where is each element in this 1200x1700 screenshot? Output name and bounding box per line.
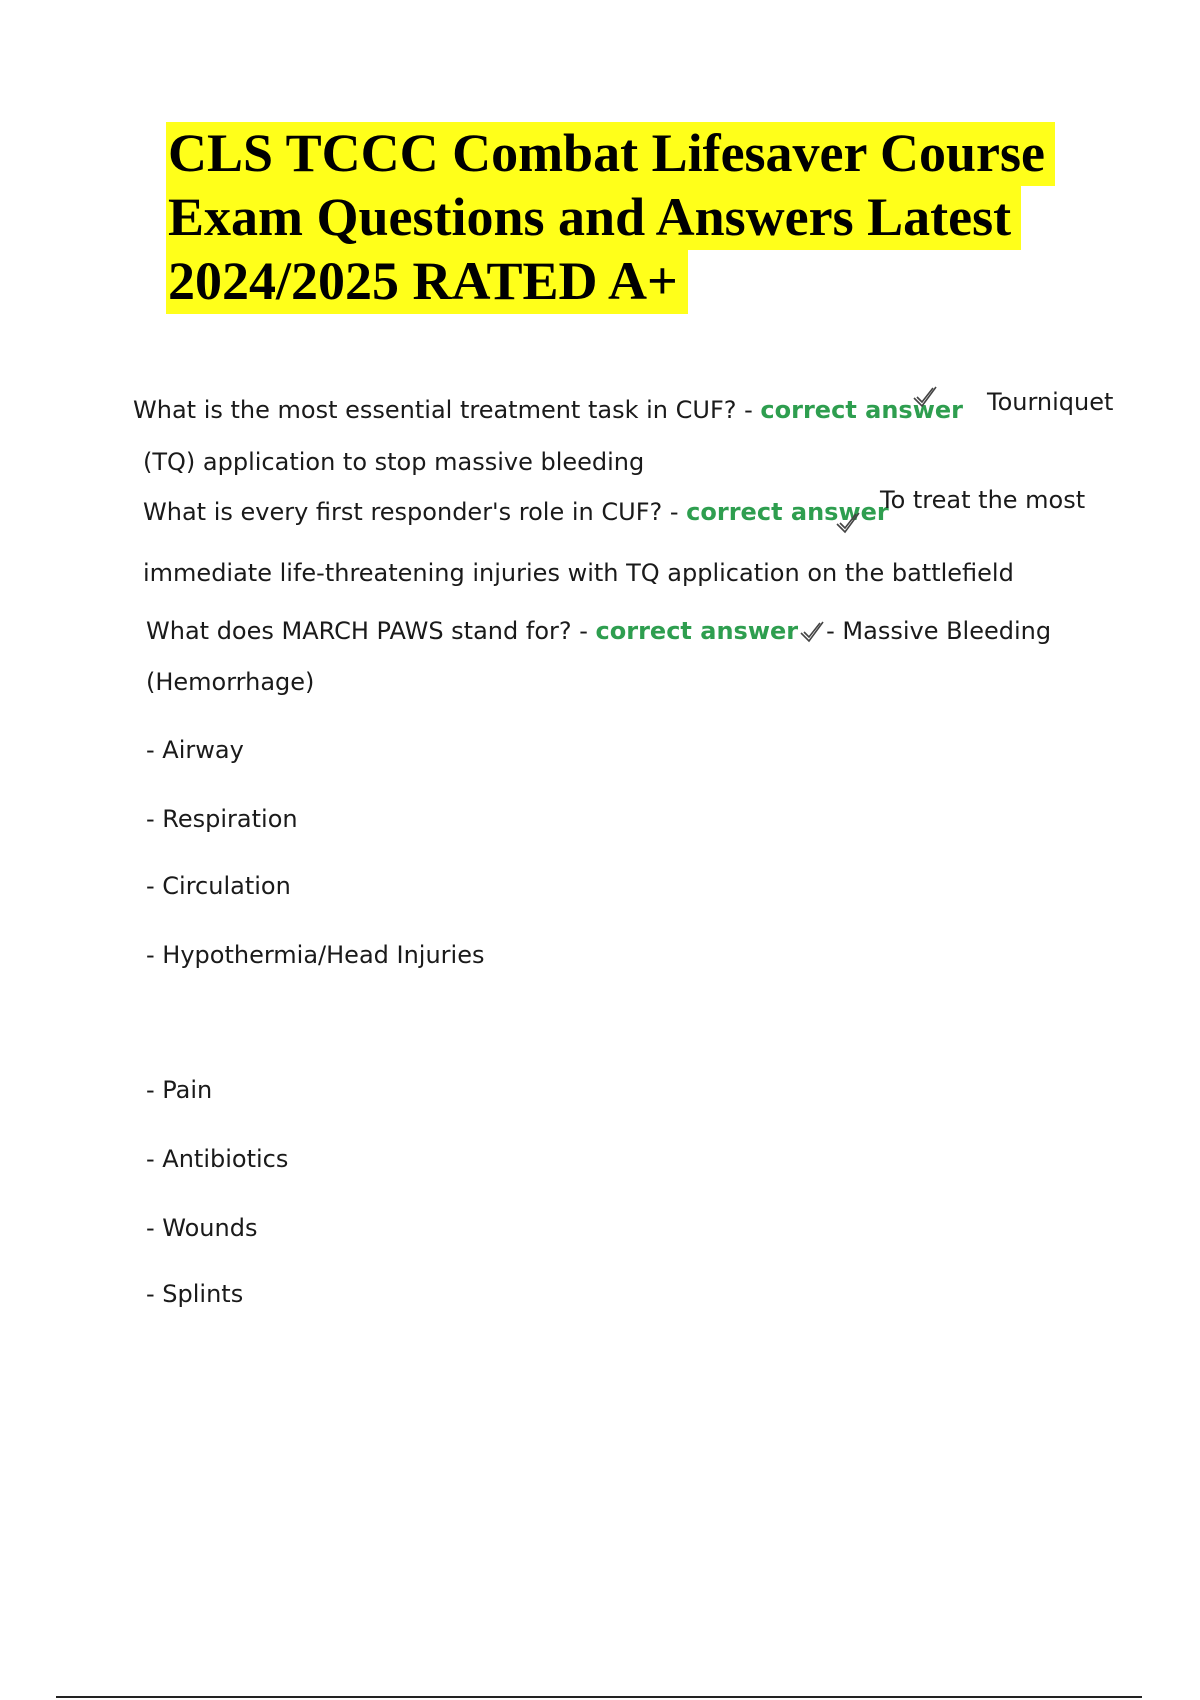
- paws-item-splints: - Splints: [146, 1280, 244, 1308]
- paws-item-wounds: - Wounds: [146, 1214, 258, 1242]
- paws-item-antibiotics: - Antibiotics: [146, 1145, 289, 1173]
- answer-2-first: To treat the most: [880, 486, 1086, 514]
- question-1-text: What is the most essential treatment task in CUF? -: [133, 396, 761, 424]
- document-title: [166, 122, 1106, 314]
- question-3-text: What does MARCH PAWS stand for? -: [146, 617, 596, 645]
- march-item-circulation: - Circulation: [146, 872, 291, 900]
- title-line-2: Exam Questions and Answers Latest: [166, 186, 1021, 250]
- correct-answer-label-1: correct answer: [760, 396, 963, 424]
- check-mark-icon: [834, 509, 862, 537]
- title-line-3: 2024/2025 RATED A+: [166, 250, 688, 314]
- correct-answer-label-3: correct answer: [595, 617, 799, 645]
- check-mark-icon: [911, 383, 939, 411]
- march-item-airway: - Airway: [146, 736, 244, 764]
- answer-2-rest: immediate life-threatening injuries with TQ application on the battlefield: [143, 559, 1014, 587]
- answer-1-first: Tourniquet: [987, 388, 1114, 416]
- march-item-respiration: - Respiration: [146, 805, 298, 833]
- correct-answer-label-2: correct answer: [686, 498, 889, 526]
- question-1: [133, 395, 963, 425]
- paws-item-pain: - Pain: [146, 1076, 213, 1104]
- answer-3-rest: (Hemorrhage): [146, 668, 315, 696]
- question-3: [146, 616, 1051, 646]
- question-2-text: What is every first responder's role in CUF? -: [143, 498, 687, 526]
- question-2: [143, 497, 889, 527]
- footer-divider: [56, 1696, 1142, 1698]
- answer-3-first: - Massive Bleeding: [826, 617, 1052, 645]
- check-mark-icon: [798, 618, 826, 646]
- march-item-hypothermia: - Hypothermia/Head Injuries: [146, 941, 485, 969]
- title-line-1: CLS TCCC Combat Lifesaver Course: [166, 122, 1055, 186]
- answer-1-rest: (TQ) application to stop massive bleeding: [143, 448, 645, 476]
